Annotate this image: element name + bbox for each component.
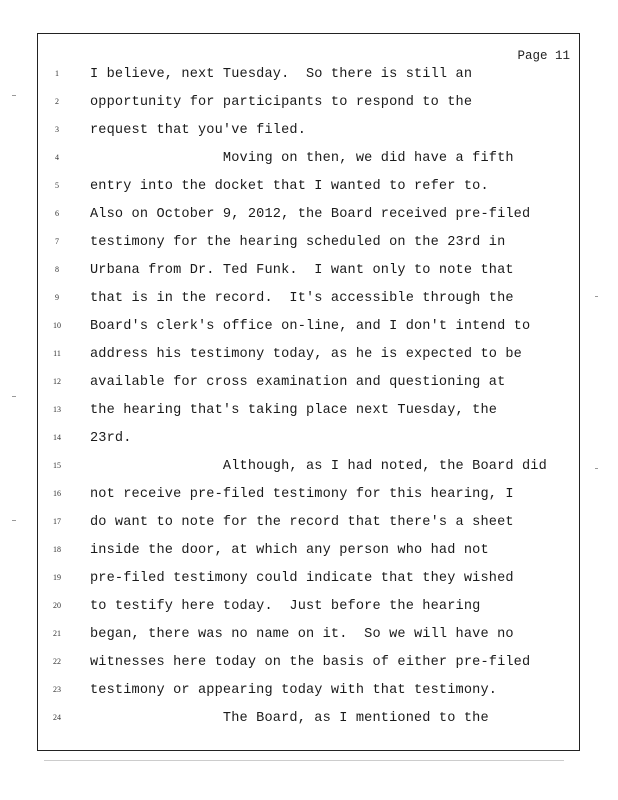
- line-text: pre-filed testimony could indicate that they wished: [90, 571, 514, 586]
- line-number: 13: [53, 405, 61, 414]
- line-number: 22: [53, 657, 61, 666]
- line-number: 2: [55, 97, 59, 106]
- transcript-line: [0, 67, 618, 95]
- transcript-line: [0, 711, 618, 739]
- line-number: 8: [55, 265, 59, 274]
- line-number: 1: [55, 69, 59, 78]
- line-text: testimony or appearing today with that testimony.: [90, 683, 498, 698]
- page-number: Page 11: [517, 49, 570, 63]
- line-number: 9: [55, 293, 59, 302]
- line-number: 23: [53, 685, 61, 694]
- transcript-line: [0, 151, 618, 179]
- line-text: testimony for the hearing scheduled on the 23rd in: [90, 235, 506, 250]
- line-text: that is in the record. It's accessible through the: [90, 291, 514, 306]
- scan-artifact: [12, 396, 16, 397]
- line-number: 21: [53, 629, 61, 638]
- line-text: I believe, next Tuesday. So there is still an: [90, 67, 473, 82]
- transcript-line: [0, 627, 618, 655]
- scan-artifact: [44, 760, 564, 761]
- transcript-line: [0, 179, 618, 207]
- line-number: 7: [55, 237, 59, 246]
- line-number: 6: [55, 209, 59, 218]
- line-number: 12: [53, 377, 61, 386]
- transcript-line: [0, 319, 618, 347]
- transcript-line: [0, 655, 618, 683]
- transcript-line: [0, 431, 618, 459]
- transcript-line: [0, 403, 618, 431]
- scan-artifact: [12, 520, 16, 521]
- line-number: 11: [53, 349, 61, 358]
- transcript-line: [0, 543, 618, 571]
- line-text: witnesses here today on the basis of either pre-filed: [90, 655, 531, 670]
- transcript-line: [0, 291, 618, 319]
- line-text: opportunity for participants to respond to the: [90, 95, 473, 110]
- line-text: address his testimony today, as he is expected to be: [90, 347, 522, 362]
- line-number: 3: [55, 125, 59, 134]
- line-number: 16: [53, 489, 61, 498]
- line-number: 18: [53, 545, 61, 554]
- line-number: 20: [53, 601, 61, 610]
- line-text: entry into the docket that I wanted to refer to.: [90, 179, 489, 194]
- line-text: Urbana from Dr. Ted Funk. I want only to note that: [90, 263, 514, 278]
- transcript-line: [0, 347, 618, 375]
- line-text: the hearing that's taking place next Tuesday, the: [90, 403, 498, 418]
- transcript-line: [0, 599, 618, 627]
- line-text: began, there was no name on it. So we will have no: [90, 627, 514, 642]
- line-text: Also on October 9, 2012, the Board received pre-filed: [90, 207, 531, 222]
- transcript-line: [0, 95, 618, 123]
- line-text: to testify here today. Just before the hearing: [90, 599, 481, 614]
- scan-artifact: [595, 296, 598, 297]
- line-text: inside the door, at which any person who had not: [90, 543, 489, 558]
- transcript-line: [0, 487, 618, 515]
- line-text: Moving on then, we did have a fifth: [90, 151, 514, 166]
- line-text: do want to note for the record that there's a sheet: [90, 515, 514, 530]
- line-text: Board's clerk's office on-line, and I don't intend to: [90, 319, 531, 334]
- line-number: 5: [55, 181, 59, 190]
- scan-artifact: [12, 95, 16, 96]
- line-number: 15: [53, 461, 61, 470]
- line-number: 17: [53, 517, 61, 526]
- transcript-line: [0, 459, 618, 487]
- transcript-line: [0, 123, 618, 151]
- scan-artifact: [595, 468, 598, 469]
- line-text: request that you've filed.: [90, 123, 306, 138]
- line-text: 23rd.: [90, 431, 132, 446]
- line-number: 10: [53, 321, 61, 330]
- line-text: Although, as I had noted, the Board did: [90, 459, 547, 474]
- transcript-line: [0, 515, 618, 543]
- line-number: 14: [53, 433, 61, 442]
- transcript-line: [0, 263, 618, 291]
- transcript-line: [0, 235, 618, 263]
- transcript-line: [0, 571, 618, 599]
- transcript-line: [0, 375, 618, 403]
- line-text: available for cross examination and questioning at: [90, 375, 506, 390]
- transcript-line: [0, 207, 618, 235]
- line-text: not receive pre-filed testimony for this hearing, I: [90, 487, 514, 502]
- line-text: The Board, as I mentioned to the: [90, 711, 489, 726]
- line-number: 19: [53, 573, 61, 582]
- line-number: 24: [53, 713, 61, 722]
- transcript-line: [0, 683, 618, 711]
- line-number: 4: [55, 153, 59, 162]
